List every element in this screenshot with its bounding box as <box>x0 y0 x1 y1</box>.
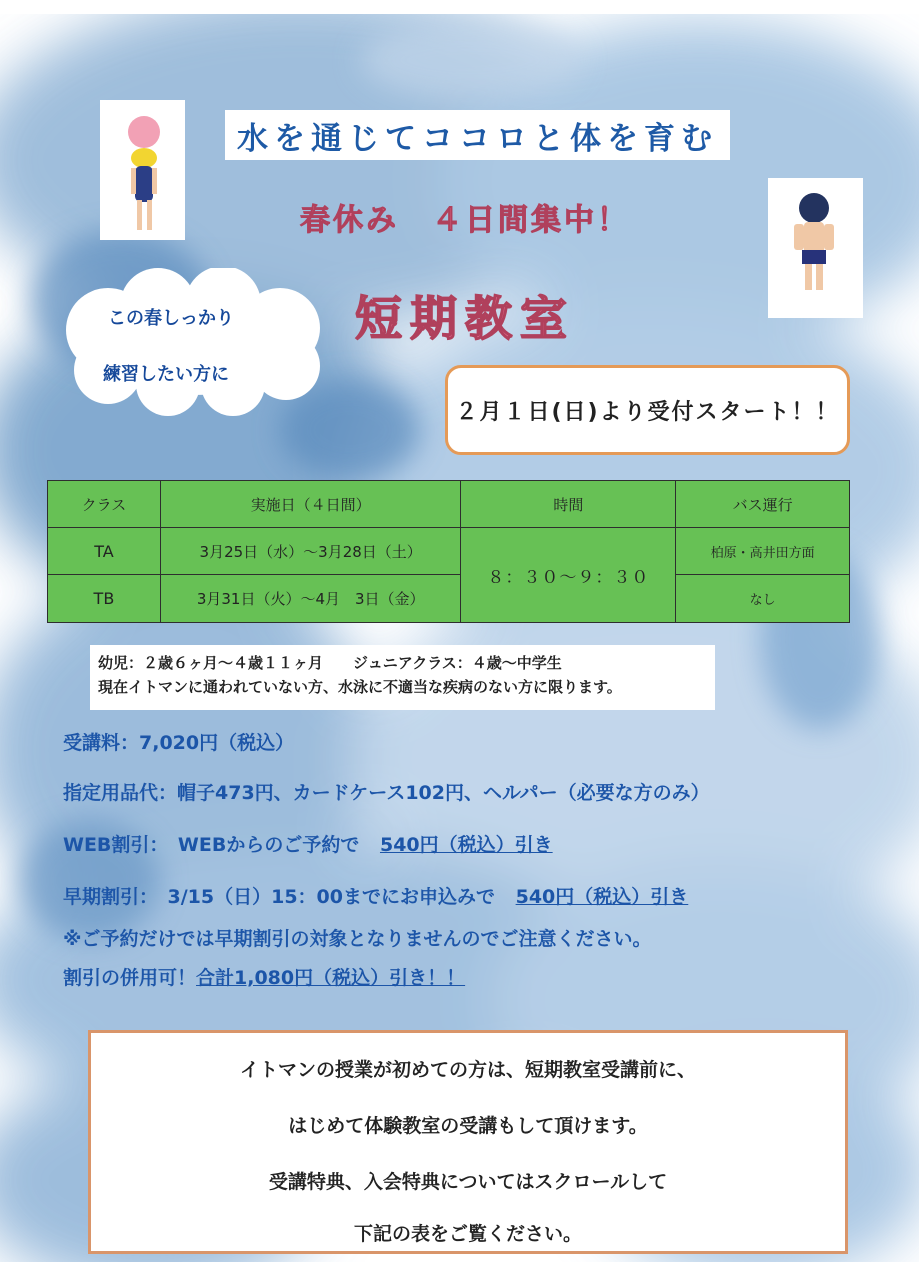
combined-discount-line <box>63 963 465 990</box>
reception-start-box <box>445 365 850 455</box>
reception-start-text: ２月１日(日)より受付スタート！！ <box>455 399 840 425</box>
tagline-banner: 水を通じてココロと体を育む <box>225 110 730 160</box>
notice-line-1: イトマンの授業が初めての方は、短期教室受講前に、 <box>239 1059 696 1081</box>
swimmer-left-card <box>100 100 185 240</box>
early-discount-label: 早期割引： 3/15（日）15：00までにお申込みで <box>63 886 495 908</box>
class-cell: TB <box>48 575 161 623</box>
bus-cell: 柏原・高井田方面 <box>676 528 850 575</box>
table-row <box>48 575 850 623</box>
notice-line-4: 下記の表をご覧ください。 <box>353 1223 582 1245</box>
swimmer-right-card <box>768 178 863 318</box>
table-header-cell: クラス <box>48 481 161 528</box>
supplies-text: 指定用品代：帽子473円、カードケース102円、ヘルパー（必要な方のみ） <box>63 782 710 804</box>
bus-cell: なし <box>676 575 850 623</box>
eligibility-age-text: 幼児：２歳６ヶ月〜４歳１１ヶ月 ジュニアクラス：４歳〜中学生 <box>98 654 562 672</box>
caution-text: ※ご予約だけでは早期割引の対象となりませんのでご注意ください。 <box>63 928 652 950</box>
notice-line-2: はじめて体験教室の受講もして頂けます。 <box>288 1115 648 1137</box>
notice-line-3: 受講特典、入会特典についてはスクロールして <box>268 1171 668 1193</box>
table-header-cell: 実施日（４日間） <box>160 481 461 528</box>
tuition-text: 受講料：7,020円（税込） <box>63 732 295 754</box>
dates-cell: 3月31日（火）〜4月 3日（金） <box>160 575 461 623</box>
table-row <box>48 528 850 575</box>
combined-discount-label: 割引の併用可！ <box>63 967 197 989</box>
web-discount-line <box>63 830 553 857</box>
time-cell: ８：３０〜９：３０ <box>461 528 676 623</box>
web-discount-amount: 540円（税込）引き <box>379 834 553 856</box>
eligibility-box <box>90 645 715 710</box>
class-cell: TA <box>48 528 161 575</box>
combined-discount-amount: 合計1,080円（税込）引き！！ <box>196 967 466 989</box>
table-header-row <box>48 481 850 528</box>
dates-cell: 3月25日（水）〜3月28日（土） <box>160 528 461 575</box>
headline: 春休み ４日間集中！ <box>300 203 630 238</box>
early-discount-amount: 540円（税込）引き <box>515 886 689 908</box>
page-title: 短期教室 <box>355 292 575 347</box>
first-time-notice-box <box>88 1030 848 1254</box>
cloud-bubble <box>48 268 338 418</box>
table-header-cell: バス運行 <box>676 481 850 528</box>
swimmer-girl-icon <box>100 100 185 240</box>
web-discount-label: WEB割引： WEBからのご予約で <box>63 834 360 856</box>
swimmer-boy-icon <box>768 178 863 318</box>
schedule-table <box>47 480 850 623</box>
early-discount-line <box>63 882 688 909</box>
cloud-line-1: この春しっかり <box>108 308 234 329</box>
cloud-line-2: 練習したい方に <box>103 364 229 385</box>
table-header-cell: 時間 <box>461 481 676 528</box>
eligibility-condition-text: 現在イトマンに通われていない方、水泳に不適当な疾病のない方に限ります。 <box>98 678 622 696</box>
